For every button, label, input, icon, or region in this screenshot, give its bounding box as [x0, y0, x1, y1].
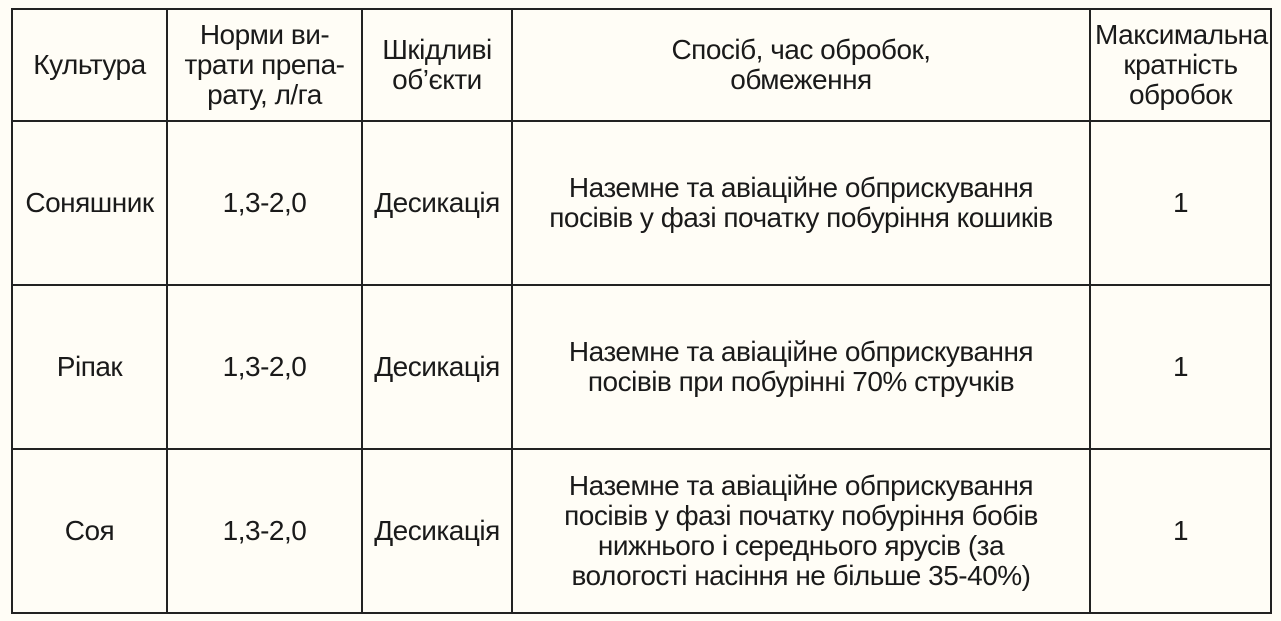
cell-rate: 1,3-2,0 [167, 449, 362, 613]
cell-method: Наземне та авіаційне обприскування посівів при побурінні 70% стручків [512, 285, 1090, 449]
cell-crop: Соняшник [12, 121, 167, 285]
header-target: Шкідливі об’єкти [362, 9, 512, 121]
header-method: Спосіб, час обробок, обмеження [512, 9, 1090, 121]
cell-crop: Ріпак [12, 285, 167, 449]
table-row [12, 285, 1271, 449]
cell-max-treatments: 1 [1090, 449, 1271, 613]
header-crop: Культура [12, 9, 167, 121]
cell-crop: Соя [12, 449, 167, 613]
header-rate: Норми ви- трати препа- рату, л/га [167, 9, 362, 121]
cell-max-treatments: 1 [1090, 285, 1271, 449]
cell-max-treatments: 1 [1090, 121, 1271, 285]
cell-rate: 1,3-2,0 [167, 121, 362, 285]
header-max-treatments: Максимальна кратність обробок [1090, 9, 1271, 121]
cell-rate: 1,3-2,0 [167, 285, 362, 449]
cell-method: Наземне та авіаційне обприскування посівів у фазі початку побуріння кошиків [512, 121, 1090, 285]
cell-method: Наземне та авіаційне обприскування посівів у фазі початку побуріння бобів нижнього і середнього ярусів (за вологості насіння не більше 35-40%) [512, 449, 1090, 613]
cell-target: Десикація [362, 121, 512, 285]
table-row [12, 449, 1271, 613]
cell-target: Десикація [362, 285, 512, 449]
table-row [12, 121, 1271, 285]
table-header-row [12, 9, 1271, 121]
cell-target: Десикація [362, 449, 512, 613]
application-rates-table [11, 8, 1272, 614]
